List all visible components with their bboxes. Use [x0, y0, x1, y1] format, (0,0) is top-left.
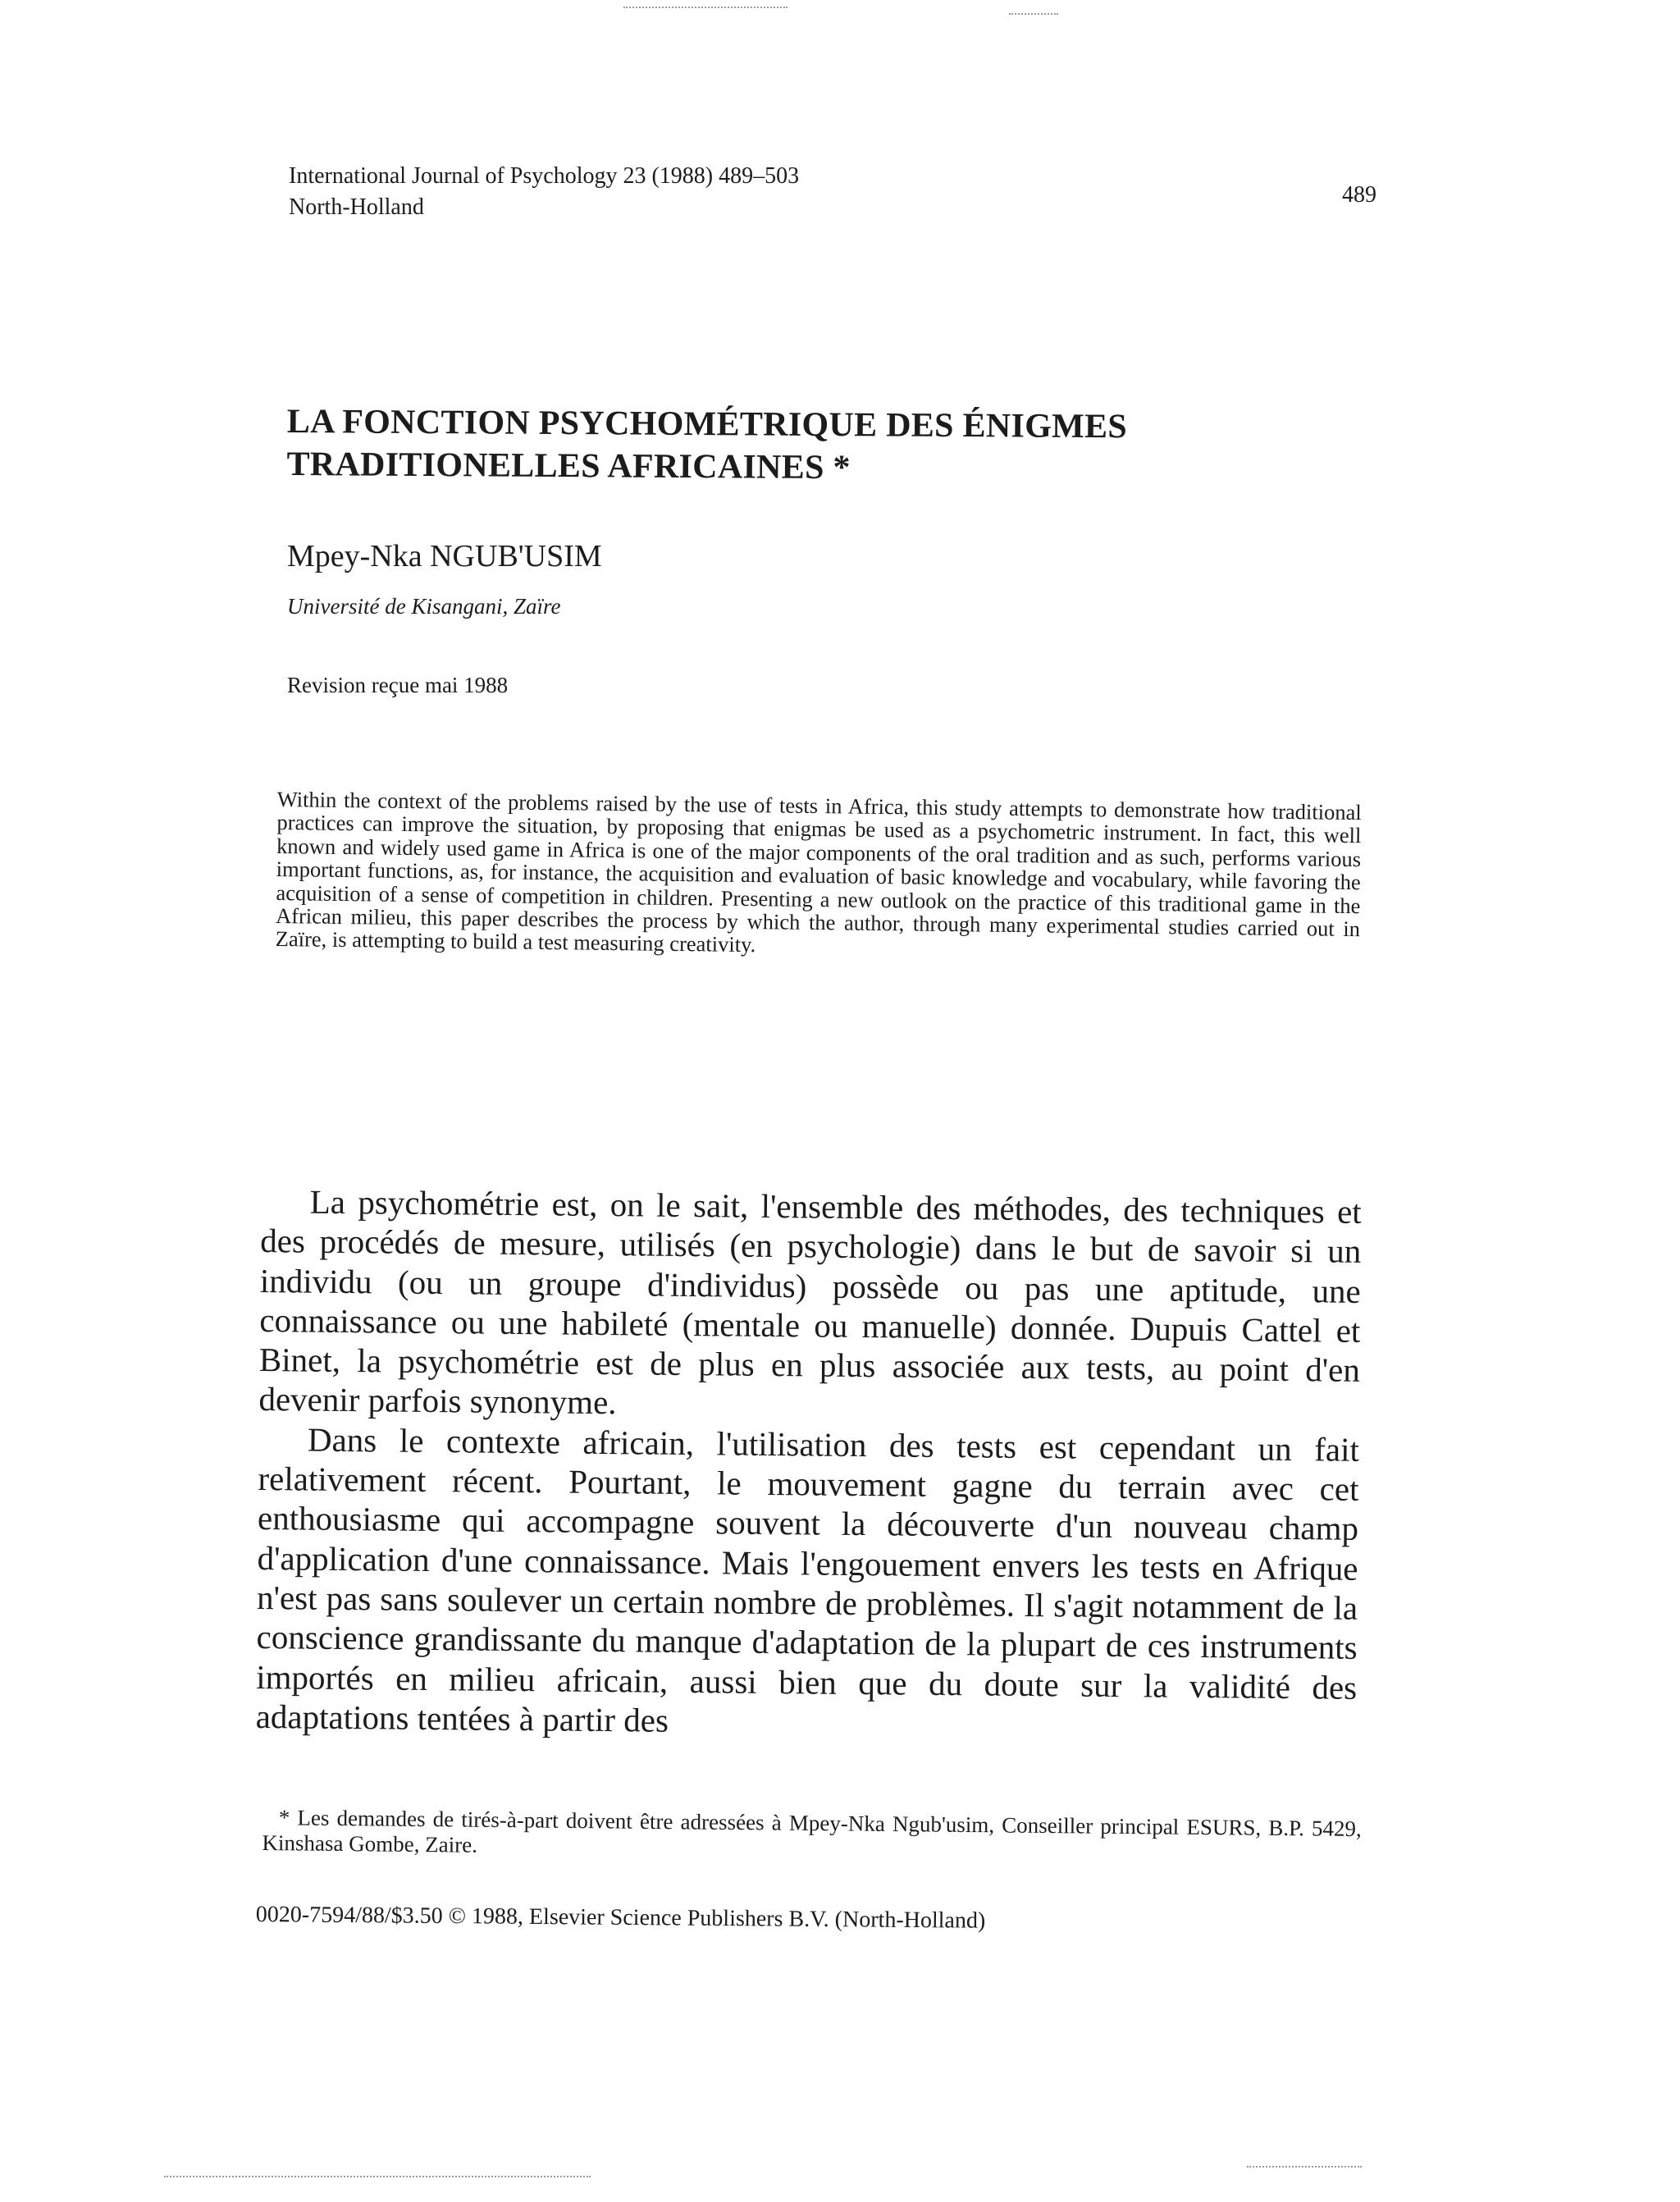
publisher: North-Holland — [289, 194, 424, 220]
received-date: Revision reçue mai 1988 — [287, 673, 509, 697]
body-paragraph-1: La psychométrie est, on le sait, l'ensemble des méthodes, des techniques et des procédés de mesure, utilisés (en psychologie) dans le but de savoir si un individu (ou un groupe d'individus) possède ou pas une aptitude, une connaissance ou une habileté (mentale ou manuelle) donnée. Dupuis Cattel et Binet, la psychométrie est de plus en plus associée aux tests, au point d'en devenir parfois synonyme. — [258, 1182, 1362, 1422]
abstract: Within the context of the problems raised by the use of tests in Africa, this study attempts to demonstrate how traditional practices can improve the situation, by proposing that enigmas be used as a psychometric instrument. In fact, this well known and widely used game in Africa is one of the major components of the oral tradition and as such, performs various important functions, as, for instance, the acquisition and evaluation of basic knowledge and vocabulary, while favoring the acquisition of a sense of competition in children. Presenting a new outlook on the practice of this traditional game in the African milieu, this paper describes the process by which the author, through many experimental studies carried out in Zaïre, is attempting to build a test measuring creativity. — [275, 787, 1362, 957]
copyright-line: 0020-7594/88/$3.50 © 1988, Elsevier Science Publishers B.V. (North-Holland) — [255, 1902, 986, 1934]
scan-speck — [1247, 2166, 1362, 2169]
scan-speck — [623, 7, 788, 10]
journal-name-volume: International Journal of Psychology 23 (1988) 489–503 — [289, 163, 800, 189]
article-title-line-1: LA FONCTION PSYCHOMÉTRIQUE DES ÉNIGMES — [286, 402, 1128, 446]
journal-citation — [289, 161, 799, 223]
body-text — [256, 1181, 1362, 1747]
page-number: 489 — [1342, 182, 1376, 208]
footnote: * Les demandes de tirés-à-part doivent être adressées à Mpey-Nka Ngub'usim, Conseiller principal ESURS, B.P. 5429, Kinshasa Gombe, Zaire. — [262, 1805, 1362, 1857]
author-name: Mpey-Nka NGUB'USIM — [287, 539, 602, 573]
scan-speck — [164, 2176, 591, 2179]
body-paragraph-2: Dans le contexte africain, l'utilisation des tests est cependant un fait relativement récent. Pourtant, le mouvement gagne du terrain avec cet enthousiasme qui accompagne souvent la découverte d'un nouveau champ d'application d'une connaissance. Mais l'engouement envers les tests en Afrique n'est pas sans soulever un certain nombre de problèmes. Il s'agit notamment de la conscience grandissante du manque d'adaptation de la plupart de ces instruments importés en milieu africain, aussi bien que du doute sur la validité des adaptations tentées à partir des — [255, 1420, 1360, 1739]
article-title-line-2: TRADITIONELLES AFRICAINES * — [286, 445, 851, 487]
scan-speck — [1009, 13, 1058, 16]
author-affiliation: Université de Kisangani, Zaïre — [287, 594, 561, 619]
article-title — [286, 400, 1304, 492]
